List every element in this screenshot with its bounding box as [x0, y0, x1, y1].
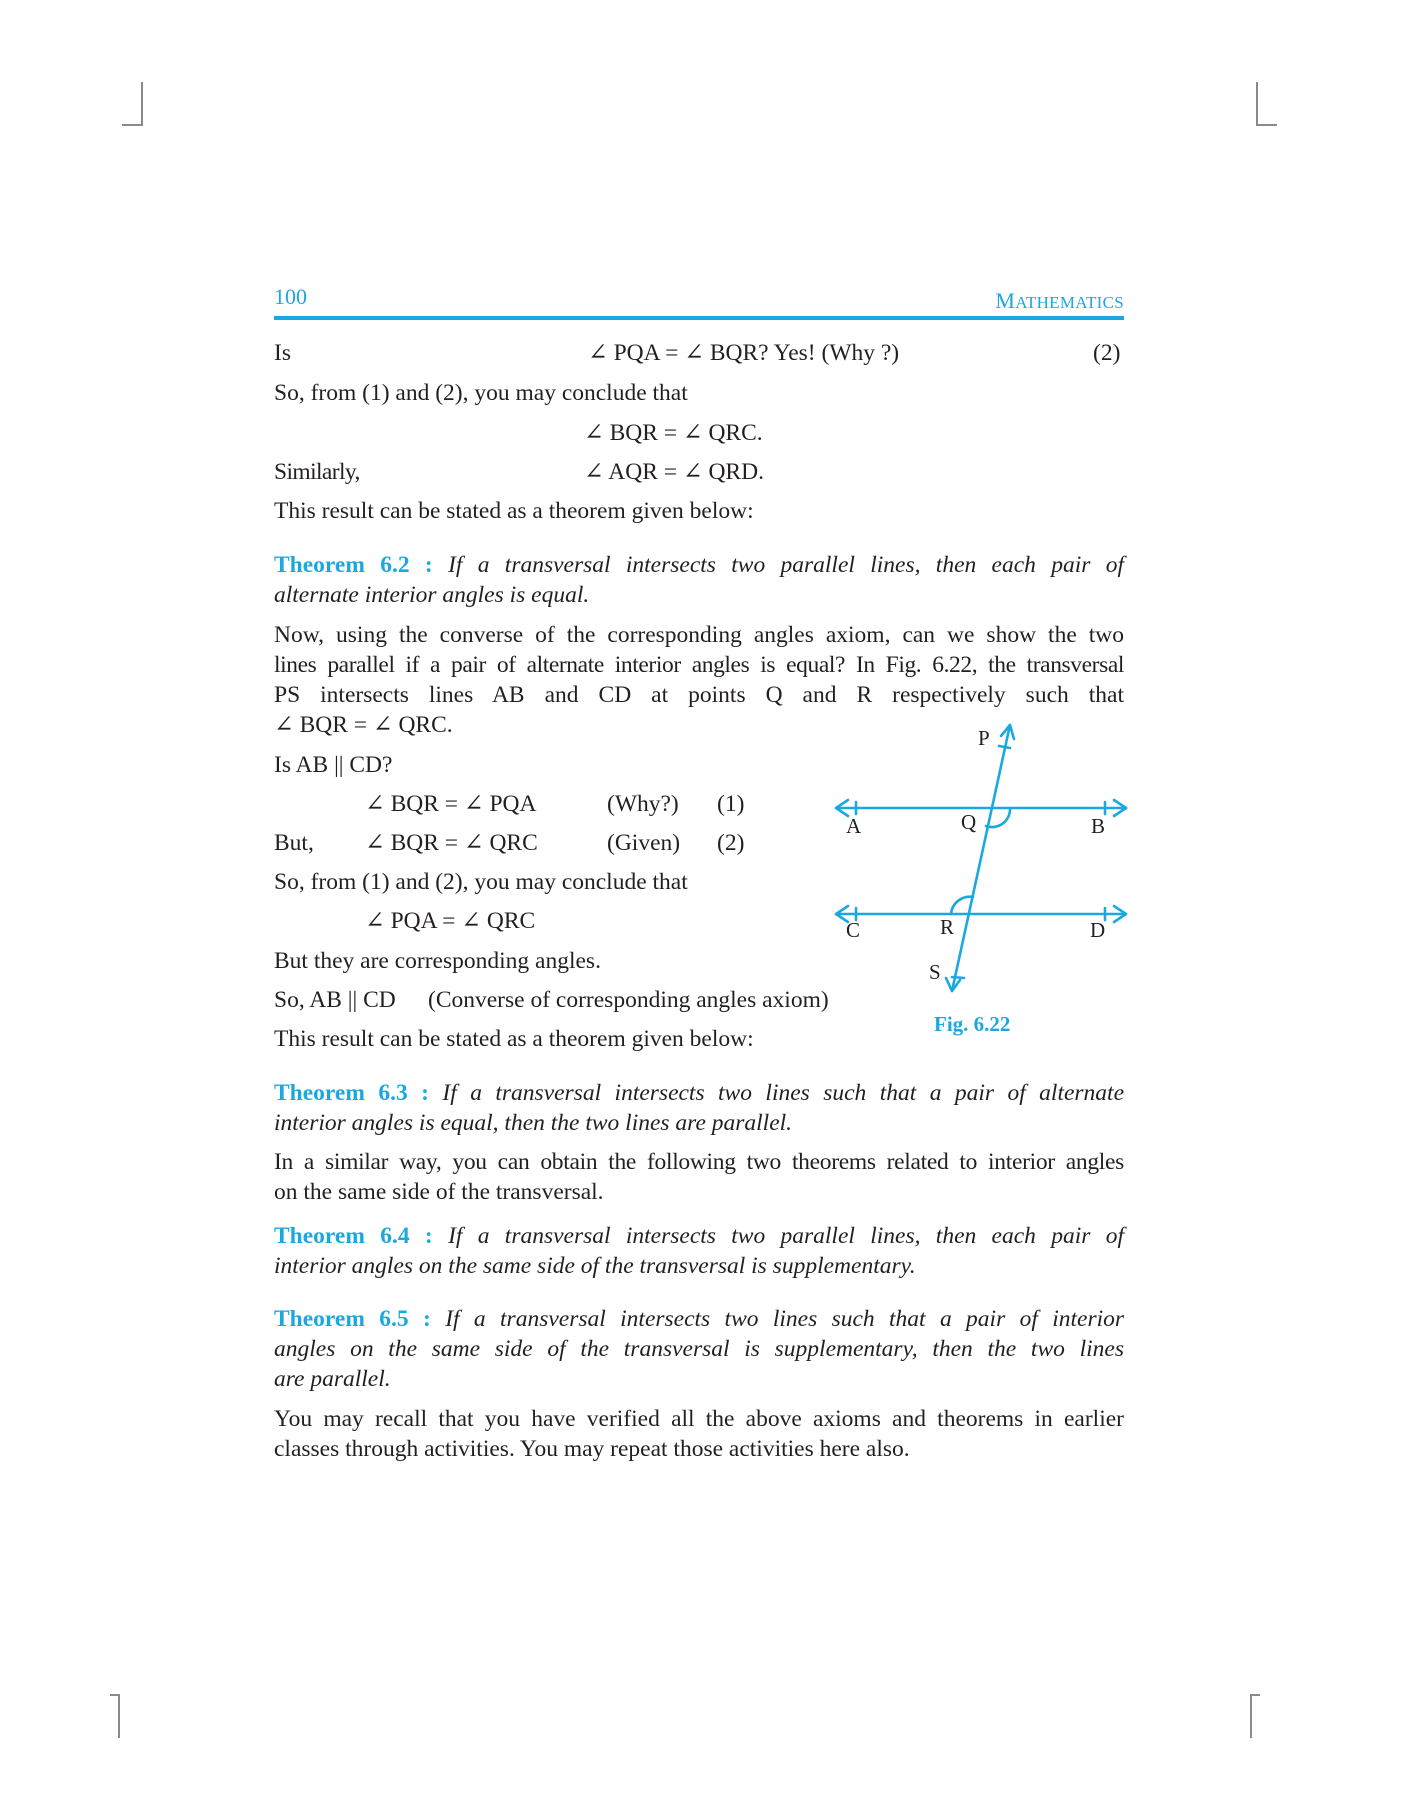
theorem-6-5-line2: angles on the same side of the transversal is supplementary, then the two lines [274, 1336, 1124, 1362]
crop-mark-bottom-right-v [1250, 1694, 1252, 1738]
header-rule [274, 316, 1124, 320]
page-number: 100 [274, 284, 307, 309]
angle-bqr-arc [986, 808, 1010, 827]
label-d: D [1090, 918, 1106, 942]
proof-step-2-reason: (Given) [607, 830, 681, 856]
proof-step-6-reason: (Converse of corresponding angles axiom) [428, 987, 829, 1013]
arrowhead-p-icon [1001, 725, 1014, 739]
arrowhead-b-icon [1114, 800, 1126, 816]
theorem-6-5 [274, 1304, 1124, 1334]
theorem-6-3-line2: interior angles is equal, then the two lines are parallel. [274, 1110, 793, 1136]
proof-step-1-number: (1) [717, 791, 745, 817]
theorem-6-2 [274, 550, 1124, 580]
proof-step-1-reason: (Why?) [607, 791, 679, 817]
text-similarly: Similarly, [274, 459, 360, 485]
paragraph-line: Now, using the converse of the corresponding angles axiom, can we show the two [274, 622, 1124, 648]
book-title: MATHEMATICS [995, 288, 1124, 313]
proof-question: Is AB || CD? [274, 752, 393, 778]
equation-pqa-bqr: ∠ PQA = ∠ BQR? Yes! (Why ?) [588, 340, 900, 366]
crop-mark-top-right-h [1256, 124, 1277, 126]
tick-p [999, 746, 1010, 748]
proof-step-6-label: So, AB || CD [274, 987, 396, 1013]
paragraph-line: on the same side of the transversal. [274, 1179, 604, 1205]
theorem-statement: If a transversal intersects two lines such that a pair of interior [445, 1306, 1125, 1332]
equation-number-2: (2) [1093, 340, 1121, 366]
theorem-6-4 [274, 1221, 1124, 1251]
theorem-6-3 [274, 1078, 1124, 1108]
angle-qrc-arc [951, 897, 973, 914]
proof-step-3: So, from (1) and (2), you may conclude that [274, 869, 688, 895]
tick-s [952, 977, 964, 978]
paragraph-line: In a similar way, you can obtain the following two theorems related to interior angles [274, 1149, 1124, 1175]
theorem-statement: If a transversal intersects two parallel lines, then each pair of [448, 1223, 1124, 1249]
figure-caption: Fig. 6.22 [934, 1012, 1011, 1036]
text-theorem-intro: This result can be stated as a theorem given below: [274, 498, 754, 524]
proof-step-2-label: But, [274, 830, 314, 856]
paragraph-line: ∠ BQR = ∠ QRC. [274, 712, 453, 738]
theorem-6-2-line2: alternate interior angles is equal. [274, 582, 590, 608]
label-c: C [846, 918, 861, 942]
paragraph-line: classes through activities. You may repeat those activities here also. [274, 1436, 910, 1462]
crop-mark-bottom-left-v [118, 1694, 120, 1738]
theorem-6-4-line2: interior angles on the same side of the transversal is supplementary. [274, 1253, 916, 1279]
paragraph-line: lines parallel if a pair of alternate interior angles is equal? In Fig. 6.22, the transversal [274, 652, 1124, 678]
paragraph-line: You may recall that you have verified all the above axioms and theorems in earlier [274, 1406, 1124, 1432]
text-conclude: So, from (1) and (2), you may conclude that [274, 380, 688, 406]
theorem-statement: If a transversal intersects two parallel lines, then each pair of [448, 552, 1124, 578]
label-p: P [978, 726, 990, 750]
theorem-label: Theorem 6.3 : [274, 1080, 429, 1106]
running-header [274, 282, 1124, 318]
arrowhead-s-icon [946, 978, 960, 991]
label-b: B [1091, 814, 1106, 838]
equation-aqr-qrd: ∠ AQR = ∠ QRD. [584, 459, 764, 485]
crop-mark-top-left-v [141, 82, 143, 126]
paragraph-line: PS intersects lines AB and CD at points Q and R respectively such that [274, 682, 1124, 708]
theorem-6-5-line3: are parallel. [274, 1366, 391, 1392]
proof-step-4-expr: ∠ PQA = ∠ QRC [365, 908, 536, 934]
crop-mark-top-right-v [1256, 82, 1258, 126]
label-s: S [929, 960, 941, 984]
theorem-label: Theorem 6.2 : [274, 552, 433, 578]
proof-step-2-expr: ∠ BQR = ∠ QRC [365, 830, 538, 856]
theorem-label: Theorem 6.5 : [274, 1306, 431, 1332]
theorem-label: Theorem 6.4 : [274, 1223, 433, 1249]
transversal-ps [952, 725, 1010, 991]
proof-step-7: This result can be stated as a theorem given below: [274, 1026, 754, 1052]
proof-step-5: But they are corresponding angles. [274, 948, 601, 974]
crop-mark-bottom-right-h [1250, 1694, 1260, 1696]
text-is: Is [274, 340, 291, 366]
equation-bqr-qrc: ∠ BQR = ∠ QRC. [584, 420, 763, 446]
proof-step-2-number: (2) [717, 830, 745, 856]
crop-mark-top-left-h [122, 124, 143, 126]
label-q: Q [961, 810, 977, 834]
label-r: R [940, 915, 955, 939]
label-a: A [846, 814, 862, 838]
theorem-statement: If a transversal intersects two lines such that a pair of alternate [442, 1080, 1125, 1106]
proof-step-1-expr: ∠ BQR = ∠ PQA [365, 791, 537, 817]
arrowhead-d-icon [1114, 906, 1126, 922]
